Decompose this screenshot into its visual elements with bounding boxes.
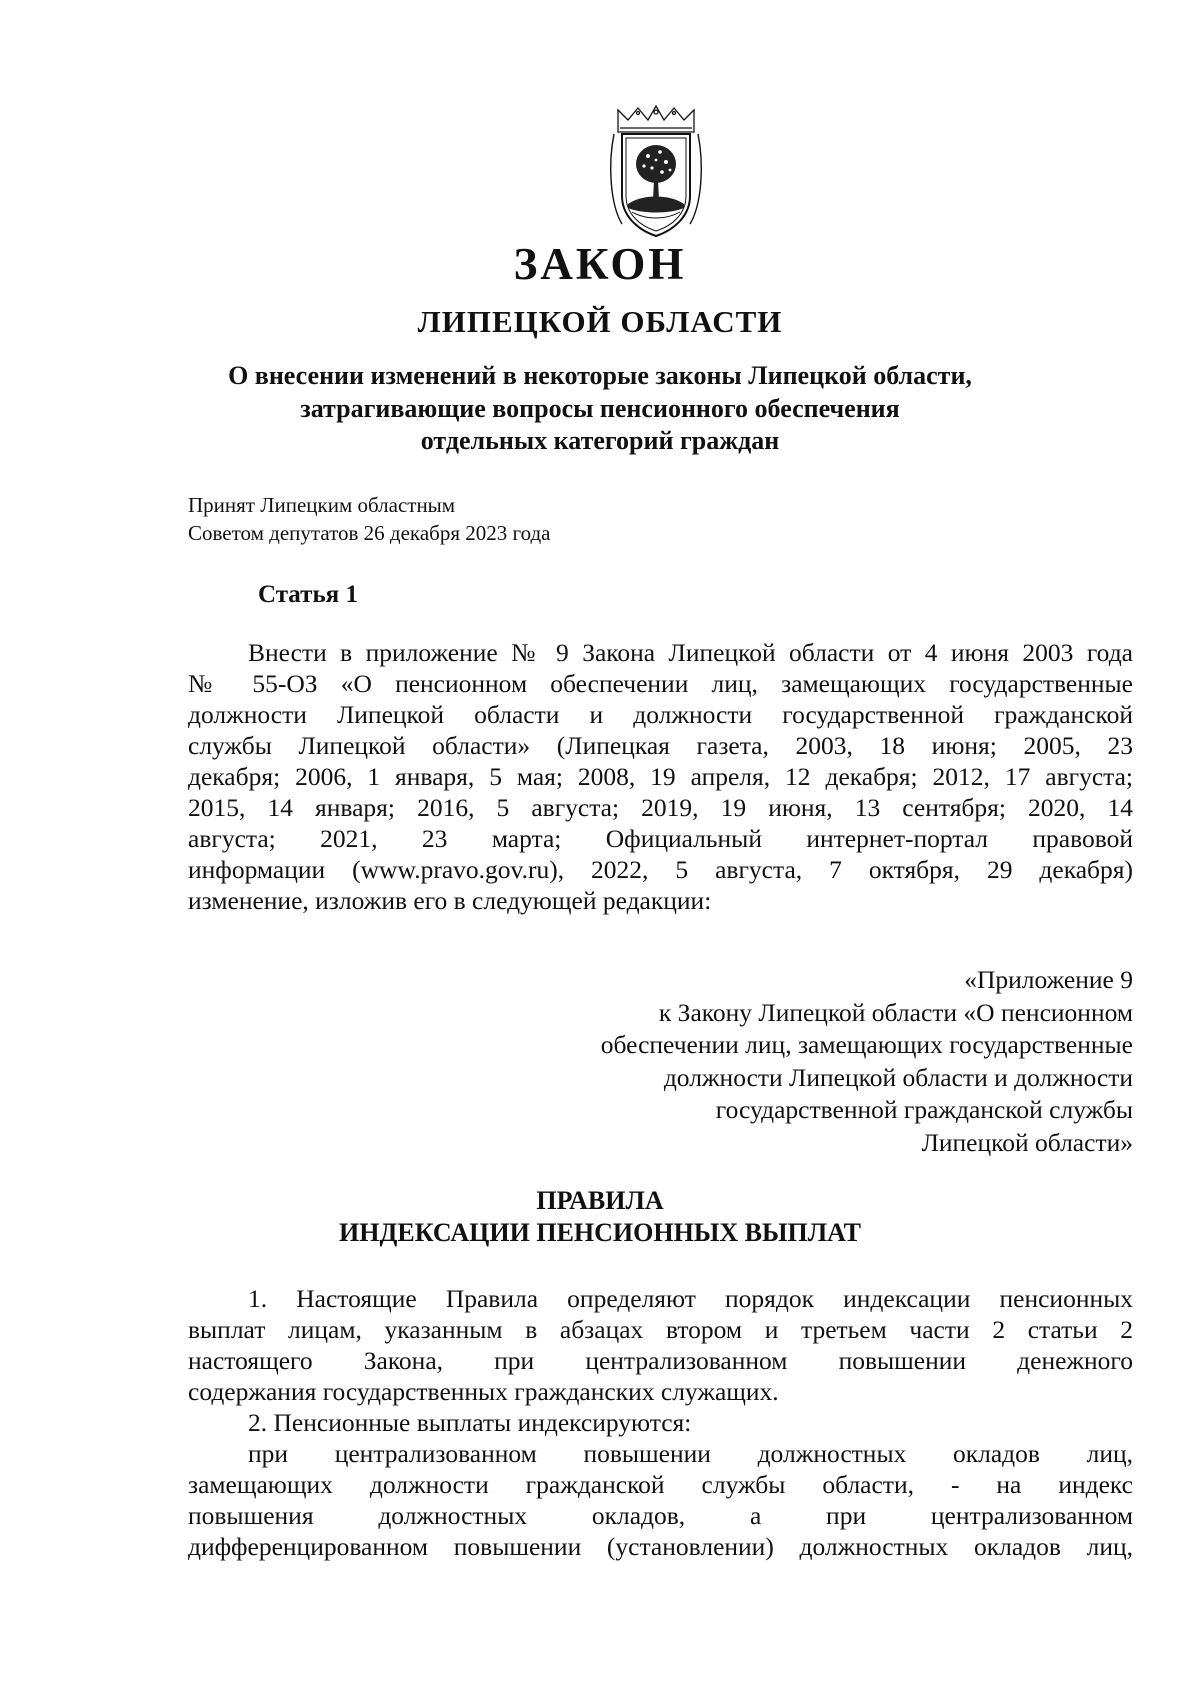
adoption-note [188, 491, 550, 547]
law-subject-line: О внесении изменений в некоторые законы Липецкой области, [228, 361, 972, 390]
article-1-text [188, 637, 1133, 916]
paragraph-line: 1. Настоящие Правила определяют порядок индексации пенсионных [248, 1284, 1133, 1313]
paragraph-line: настоящего Закона, при централизованном повышении денежного [188, 1346, 1133, 1375]
rules-text [188, 1283, 1133, 1562]
paragraph-line: информации (www.pravo.gov.ru), 2022, 5 августа, 7 октября, 29 декабря) [188, 855, 1133, 884]
law-subject-line: затрагивающие вопросы пенсионного обеспечения [300, 393, 900, 423]
paragraph-line: 2. Пенсионные выплаты индексируются: [248, 1408, 692, 1437]
appendix-caption [601, 964, 1133, 1159]
paragraph-line: выплат лицам, указанным в абзацах втором и третьем части 2 статьи 2 [188, 1315, 1133, 1344]
law-subject [0, 360, 1200, 458]
paragraph-line: декабря; 2006, 1 января, 5 мая; 2008, 19 апреля, 12 декабря; 2012, 17 августа; [188, 762, 1133, 791]
adoption-note-line: Советом депутатов 26 декабря 2023 года [188, 521, 551, 545]
appendix-caption-line: обеспечении лиц, замещающих государственные [600, 1030, 1133, 1059]
paragraph-line: при централизованном повышении должностных окладов лиц, [248, 1439, 1133, 1468]
coat-of-arms-emblem [608, 104, 704, 242]
law-title: ЗАКОН [513, 239, 687, 289]
adoption-note-line: Принят Липецким областным [188, 493, 456, 517]
paragraph-line: августа; 2021, 23 марта; Официальный интернет-портал правовой [188, 824, 1133, 853]
rules-title-line: ИНДЕКСАЦИИ ПЕНСИОННЫХ ВЫПЛАТ [339, 1218, 861, 1247]
law-subject-line: отдельных категорий граждан [420, 426, 780, 455]
paragraph-line: содержания государственных гражданских служащих. [188, 1377, 779, 1406]
appendix-caption-line: Липецкой области» [921, 1127, 1133, 1157]
paragraph-line: замещающих должности гражданской службы области, - на индекс [188, 1470, 1133, 1499]
paragraph-line: повышения должностных окладов, а при централизованном [188, 1501, 1133, 1530]
rules-title-line: ПРАВИЛА [536, 1186, 664, 1215]
paragraph-line: дифференцированном повышении (установлении) должностных окладов лиц, [188, 1532, 1133, 1561]
appendix-caption-line: государственной гражданской службы [715, 1095, 1133, 1124]
paragraph-line: службы Липецкой области» (Липецкая газета, 2003, 18 июня; 2005, 23 [188, 731, 1133, 760]
appendix-caption-line: «Приложение 9 [964, 965, 1133, 994]
paragraph-line: изменение, изложив его в следующей редакции: [188, 886, 712, 915]
paragraph-line: должности Липецкой области и должности государственной гражданской [188, 700, 1133, 729]
law-region: ЛИПЕЦКОЙ ОБЛАСТИ [417, 304, 783, 339]
appendix-caption-line: должности Липецкой области и должности [663, 1062, 1133, 1092]
article-heading: Статья 1 [258, 581, 358, 608]
paragraph-line: 2015, 14 января; 2016, 5 августа; 2019, 19 июня, 13 сентября; 2020, 14 [188, 793, 1133, 822]
appendix-caption-line: к Закону Липецкой области «О пенсионном [658, 997, 1133, 1027]
paragraph-line: Внести в приложение № 9 Закона Липецкой области от 4 июня 2003 года [248, 638, 1133, 667]
rules-title [0, 1185, 1200, 1249]
paragraph-line: № 55-ОЗ «О пенсионном обеспечении лиц, замещающих государственные [188, 669, 1133, 698]
